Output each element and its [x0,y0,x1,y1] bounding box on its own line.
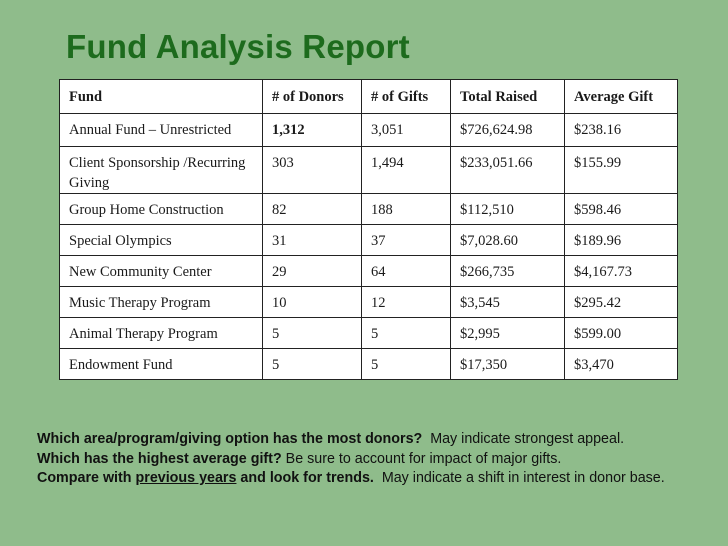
cell-donors: 303 [263,147,362,194]
cell-fund: Client Sponsorship /Recurring Giving [60,147,263,194]
cell-average-gift: $3,470 [565,349,678,380]
table-header-row [60,80,678,114]
table-row [60,147,678,194]
cell-gifts: 188 [362,194,451,225]
note-question [37,470,374,486]
cell-total-raised: $7,028.60 [451,225,565,256]
table-row [60,287,678,318]
table-row [60,349,678,380]
note-question-part: Compare with [37,470,136,486]
cell-fund: Animal Therapy Program [60,318,263,349]
cell-donors: 5 [263,318,362,349]
table-row [60,225,678,256]
column-header-total-raised: Total Raised [451,80,565,114]
page-title: Fund Analysis Report [66,28,410,65]
cell-fund: Special Olympics [60,225,263,256]
cell-donors: 1,312 [263,114,362,147]
cell-donors: 29 [263,256,362,287]
cell-fund: Music Therapy Program [60,287,263,318]
cell-gifts: 3,051 [362,114,451,147]
note-question-part: and look for trends. [236,470,374,486]
cell-average-gift: $4,167.73 [565,256,678,287]
cell-donors: 10 [263,287,362,318]
cell-gifts: 12 [362,287,451,318]
cell-average-gift: $295.42 [565,287,678,318]
table-row [60,256,678,287]
column-header-gifts: # of Gifts [362,80,451,114]
cell-fund: New Community Center [60,256,263,287]
note-answer: May indicate a shift in interest in donor base. [373,470,665,486]
cell-donors: 5 [263,349,362,380]
cell-total-raised: $726,624.98 [451,114,565,147]
cell-average-gift: $599.00 [565,318,678,349]
cell-fund: Annual Fund – Unrestricted [60,114,263,147]
cell-total-raised: $17,350 [451,349,565,380]
table-row [60,194,678,225]
column-header-fund: Fund [60,80,263,114]
cell-total-raised: $112,510 [451,194,565,225]
cell-total-raised: $233,051.66 [451,147,565,194]
cell-donors: 82 [263,194,362,225]
cell-total-raised: $266,735 [451,256,565,287]
note-highest-average-gift [37,450,717,470]
cell-gifts: 5 [362,349,451,380]
note-question: Which area/program/giving option has the most donors? [37,431,423,447]
fund-analysis-table [59,79,678,380]
analysis-notes [37,430,717,489]
note-question: Which has the highest average gift? [37,450,282,467]
note-answer: May indicate strongest appeal. [422,431,625,447]
cell-average-gift: $189.96 [565,225,678,256]
cell-fund: Group Home Construction [60,194,263,225]
table-row [60,114,678,147]
cell-gifts: 5 [362,318,451,349]
previous-years-link[interactable]: previous years [135,470,237,486]
note-compare-previous-years [37,469,717,489]
note-most-donors [37,430,717,450]
cell-average-gift: $238.16 [565,114,678,147]
cell-donors: 31 [263,225,362,256]
cell-gifts: 1,494 [362,147,451,194]
cell-gifts: 64 [362,256,451,287]
cell-fund: Endowment Fund [60,349,263,380]
column-header-average-gift: Average Gift [565,80,678,114]
table-row [60,318,678,349]
cell-gifts: 37 [362,225,451,256]
cell-average-gift: $598.46 [565,194,678,225]
note-answer: Be sure to account for impact of major gifts. [281,450,562,467]
column-header-donors: # of Donors [263,80,362,114]
cell-total-raised: $2,995 [451,318,565,349]
cell-average-gift: $155.99 [565,147,678,194]
cell-total-raised: $3,545 [451,287,565,318]
